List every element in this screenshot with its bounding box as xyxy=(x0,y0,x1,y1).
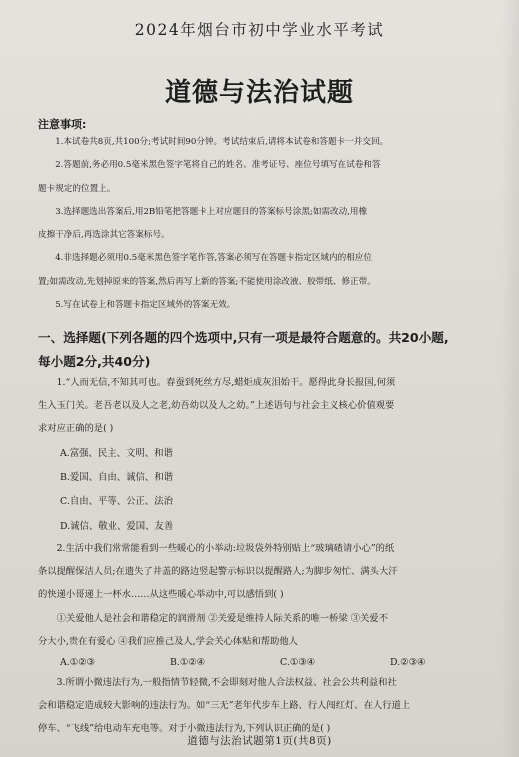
section-heading-line: 每小题2分,共40分) xyxy=(38,354,151,369)
notes-list xyxy=(38,131,503,317)
question-2-options xyxy=(60,657,500,668)
note-line: 2.答题前,务必用0.5毫米黑色签字笔将自己的姓名、准考证号、座位号填写在试卷和答 xyxy=(55,160,381,171)
section-heading xyxy=(38,326,508,374)
question-line: 求对应正确的是( ) xyxy=(38,422,114,434)
page-footer: 道德与法治试题第1页(共8页) xyxy=(187,735,332,747)
note-line: 皮擦干净后,再选涂其它答案标号。 xyxy=(38,230,170,241)
question-line: 条以提醒保洁人员;在遗失了井盖的路边竖起警示标识以提醒路人;为脚步匆忙、满头大汗 xyxy=(38,565,398,577)
question-line: 的快递小哥递上一杯水……从这些暖心举动中,可以感悟到( ) xyxy=(38,588,284,600)
note-line: 题卡规定的位置上。 xyxy=(38,183,116,194)
question-1 xyxy=(38,372,508,440)
question-line: 会和谐稳定造成较大影响的违法行为。如“三无”老年代步车上路、行人闯红灯、在人行道上 xyxy=(38,699,411,711)
section-heading-line: 一、选择题(下列各题的四个选项中,只有一项是最符合题意的。共20小题, xyxy=(38,330,449,345)
question-2-statements xyxy=(38,608,508,654)
notes-heading: 注意事项: xyxy=(38,118,87,131)
question-1-options xyxy=(60,442,173,539)
note-line: 3.选择题选出答案后,用2B铅笔把答题卡上对应题目的答案标号涂黑;如需改动,用橡 xyxy=(55,206,368,217)
option-b: B.①②④ xyxy=(170,657,206,668)
question-3 xyxy=(38,672,508,740)
note-line: 1.本试卷共8页,共100分;考试时间90分钟。考试结束后,请将本试卷和答题卡一并交回。 xyxy=(55,137,389,147)
question-line: 生入玉门关。老吾老以及人之老,幼吾幼以及人之幼。”上述语句与社会主义核心价值观要 xyxy=(38,399,395,411)
question-line: 3.所谓小微违法行为,一般指情节轻微,不会即刻对他人合法权益、社会公共利益和社 xyxy=(56,677,397,688)
page-edge-shadow xyxy=(501,0,519,757)
note-line: 4.非选择题必须用0.5毫米黑色签字笔作答,答案必须写在答题卡指定区域内的相应位 xyxy=(55,253,372,264)
question-line: 1.“人而无信,不知其可也。春蚕到死丝方尽,蜡炬成灰泪始干。愿得此身长报国,何须 xyxy=(56,377,396,388)
question-line: 2.生活中我们常常能看到一些暖心的小举动:垃圾袋外特别贴上“玻璃碴请小心”的纸 xyxy=(56,543,395,554)
option-b: B.爱国、自由、诚信、和谐 xyxy=(60,472,173,484)
exam-title: 2024年烟台市初中学业水平考试 xyxy=(134,21,385,39)
option-c: C.①③④ xyxy=(280,657,316,668)
question-line: 停车、“飞线”给电动车充电等。对于小微违法行为,下列认识正确的是( ) xyxy=(38,722,331,734)
statement-line: 分大小,贵在有爱心 ④我们应推己及人,学会关心体贴和帮助他人 xyxy=(38,635,298,647)
option-d: D.诚信、敬业、爱国、友善 xyxy=(60,520,174,532)
option-a: A.富强、民主、文明、和谐 xyxy=(60,448,173,459)
question-2 xyxy=(38,538,508,606)
option-a: A.①②③ xyxy=(60,657,95,668)
option-d: D.②③④ xyxy=(390,657,426,668)
option-c: C.自由、平等、公正、法治 xyxy=(60,496,173,508)
statement-line: ①关爱他人是社会和谐稳定的润滑剂 ②关爱是维持人际关系的唯一桥梁 ③关爱不 xyxy=(56,613,388,624)
note-line: 5.写在试卷上和答题卡指定区域外的答案无效。 xyxy=(55,300,236,311)
subject-title: 道德与法治试题 xyxy=(164,78,354,108)
note-line: 置;如需改动,先划掉原来的答案,然后再写上新的答案;不能使用涂改液、胶带纸、修正带。 xyxy=(38,276,376,287)
